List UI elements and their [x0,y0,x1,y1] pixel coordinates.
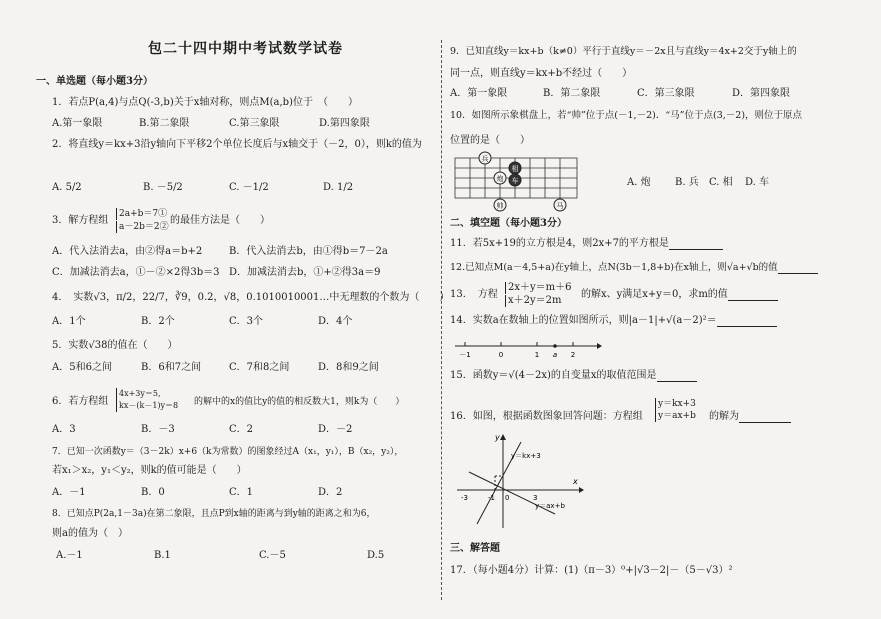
question-15 [450,370,697,382]
q2-option-c[interactable]: C. －1/2 [229,182,269,193]
question-1: 1．若点P(a,4)与点Q(-3,b)关于x轴对称，则点M(a,b)位于 （ ） [52,97,358,108]
q4-option-d[interactable]: D．4个 [318,316,353,327]
graph-label-line2: y＝ax+b [535,502,565,510]
q3-system-line2: a－2b＝2② [116,221,169,233]
svg-text:兵: 兵 [481,155,489,163]
q10-option-a[interactable]: A. 炮 [627,177,651,188]
q6-system-line1: 4x+3y＝5, [116,388,161,400]
numberline-label-0: 0 [498,351,504,359]
question-6-prefix: 6．若方程组 [52,396,109,407]
graph-label-x: x [573,477,578,486]
q2-option-a[interactable]: A. 5/2 [52,182,82,193]
answer-blank-15[interactable] [657,371,697,382]
q4-option-c[interactable]: C．3个 [229,316,264,327]
question-7-line2: 若x₁＞x₂，y₁＜y₂，则k的值可能是（ ） [52,465,247,476]
question-16-suffix [709,411,791,423]
question-13-suffix [581,289,778,301]
graph-label-line1: y＝kx+3 [511,452,541,460]
q16-system-line2: y＝ax+b [655,410,696,422]
question-9-line2: 同一点，则直线y＝kx+b不经过（ ） [450,68,633,79]
graph-tick-0: 0 [505,494,510,502]
question-3-prefix: 3．解方程组 [52,215,109,226]
q9-option-a[interactable]: A．第一象限 [450,88,508,99]
svg-text:马: 马 [556,202,564,210]
graph-tick-neg3: -3 [461,494,468,502]
chess-piece-bing [479,152,491,164]
q9-option-b[interactable]: B．第二象限 [543,88,601,99]
question-4: 4． 实数√3，π/2，22/7，∛9，0.2，√8，0.1010010001…中无理数的个数为（ ） [52,292,450,303]
q13-system-line1: 2x＋y＝m＋6 [505,282,572,294]
q2-option-d[interactable]: D. 1/2 [323,182,354,193]
answer-blank-11[interactable] [669,239,723,250]
q8-option-b[interactable]: B.1 [154,550,171,561]
chess-piece-che [509,174,521,186]
numberline-label-1: 1 [534,351,540,359]
numberline-label-a: a [552,351,558,359]
answer-blank-13[interactable] [728,290,778,301]
q3-option-b[interactable]: B．代入法消去b，由①得b＝7－2a [229,246,388,257]
q4-option-b[interactable]: B．2个 [141,316,175,327]
answer-blank-16[interactable] [739,412,791,423]
chess-piece-xiang [509,162,521,174]
question-7-line1: 7．已知一次函数y＝（3－2k）x+6（k为常数）的图象经过A（x₁，y₁），B（x₂，y₂）， [52,447,404,457]
number-line-figure [453,336,603,360]
q5-option-d[interactable]: D．8和9之间 [318,362,379,373]
q10-option-c[interactable]: C. 相 [709,177,733,188]
q1-option-b[interactable]: B.第二象限 [139,118,190,129]
q7-option-a[interactable]: A．－1 [52,487,86,498]
function-graph-figure [455,432,587,532]
q6-system-line2: kx－(k－1)y＝8 [116,400,178,412]
graph-label-y: y [495,433,500,442]
answer-blank-12[interactable] [778,263,818,274]
column-divider [441,40,442,600]
q13-system-line2: x＋2y＝2m [505,295,562,307]
question-11-text: 11．若5x+19的立方根是4，则2x+7的平方根是 [450,238,669,249]
q8-option-c[interactable]: C.－5 [259,550,286,561]
question-13-text: 的解x、y满足x+y＝0，求m的值 [581,289,728,300]
question-14 [450,315,777,327]
q9-option-d[interactable]: D．第四象限 [732,88,791,99]
chess-piece-pao [494,172,506,184]
graph-tick-3: 3 [533,494,538,502]
numberline-label-2: 2 [570,351,576,359]
question-11 [450,238,723,250]
numberline-label-neg1: －1 [459,351,471,359]
q3-option-a[interactable]: A．代入法消去a，由②得a＝b+2 [52,246,203,257]
question-9-line1: 9．已知直线y＝kx+b（k≠0）平行于直线y＝－2x且与直线y＝4x+2交于y轴上的 [450,46,797,57]
question-8-line1: 8．已知点P(2a,1－3a)在第二象限，且点P到x轴的距离与到y轴的距离之和为6， [52,509,376,519]
q5-option-c[interactable]: C．7和8之间 [229,362,290,373]
q6-option-d[interactable]: D．－2 [318,424,353,435]
question-6-suffix: 的解中的x的值比y的值的相反数大1，则k为（ ） [194,397,405,407]
svg-text:炮: 炮 [496,175,504,183]
q10-option-b[interactable]: B. 兵 [675,177,699,188]
q8-option-a[interactable]: A.－1 [56,550,83,561]
question-5: 5．实数√38的值在（ ） [52,340,178,351]
q1-option-d[interactable]: D.第四象限 [319,118,370,129]
q4-option-a[interactable]: A．1个 [52,316,86,327]
q5-option-a[interactable]: A．5和6之间 [52,362,112,373]
question-2: 2．将直线y＝kx+3沿y轴向下平移2个单位长度后与x轴交于（－2，0），则k的值为 [52,139,422,150]
q9-option-c[interactable]: C．第三象限 [637,88,695,99]
svg-text:车: 车 [511,177,519,185]
q2-option-b[interactable]: B. －5/2 [143,182,183,193]
q10-option-d[interactable]: D. 车 [745,177,770,188]
q7-option-c[interactable]: C．1 [229,487,254,498]
chess-board-figure [453,150,583,212]
question-15-text: 15．函数y＝√(4－2x)的自变量x的取值范围是 [450,370,657,381]
question-16-prefix: 16．如图，根据函数图象回答问题：方程组 [450,411,643,422]
question-12 [450,262,818,274]
left-column [36,0,450,619]
question-14-text: 14．实数a在数轴上的位置如图所示，则|a－1|+√(a－2)²＝ [450,315,717,326]
q6-option-c[interactable]: C．2 [229,424,254,435]
q6-option-b[interactable]: B．－3 [141,424,175,435]
right-column [447,0,847,619]
q6-option-a[interactable]: A．3 [52,424,76,435]
q3-option-d[interactable]: D．加减法消去b，①+②得3a＝9 [229,267,381,278]
question-10-line2: 位置的是（ ） [450,135,530,146]
answer-blank-14[interactable] [717,316,777,327]
graph-tick-neg1: -1 [488,494,495,502]
question-16-text: 的解为 [709,411,739,422]
section-heading-answer: 三、解答题 [450,543,500,554]
q8-option-d[interactable]: D.5 [367,550,385,561]
question-17: 17．（每小题4分）计算：(1)（π－3）⁰+|√3－2|－（5－√3）² [450,565,733,576]
question-3-suffix: 的最佳方法是（ ） [170,215,270,226]
exam-title: 包二十四中期中考试数学试卷 [148,41,343,57]
question-12-text: 12.已知点M(a－4,5+a)在y轴上，点N(3b－1,8+b)在x轴上，则√a+√b的值 [450,262,778,273]
q1-option-c[interactable]: C.第三象限 [229,118,280,129]
q5-option-b[interactable]: B．6和7之间 [141,362,202,373]
q7-option-d[interactable]: D．2 [318,487,343,498]
svg-text:帅: 帅 [496,202,504,210]
chess-piece-shuai [494,199,506,211]
section-heading-fill: 二、填空题（每小题3分） [450,218,567,229]
svg-text:相: 相 [511,165,519,173]
q16-system-line1: y＝kx+3 [655,398,696,410]
question-10-line1: 10．如图所示象棋盘上，若“帅”位于点(－1,－2)．“马”位于点(3,－2)，则位于原点 [450,110,803,121]
q7-option-b[interactable]: B．0 [141,487,165,498]
q1-option-a[interactable]: A.第一象限 [52,118,103,129]
question-8-line2: 则a的值为（ ） [52,528,128,539]
section-heading: 一、单选题（每小题3分） [36,76,153,87]
q3-option-c[interactable]: C．加减法消去a，①－②×2得3b＝3 [52,267,220,278]
chess-piece-ma [554,199,566,211]
q3-system-line1: 2a+b＝7① [116,208,167,220]
question-13-prefix: 13． 方程 [450,289,498,300]
